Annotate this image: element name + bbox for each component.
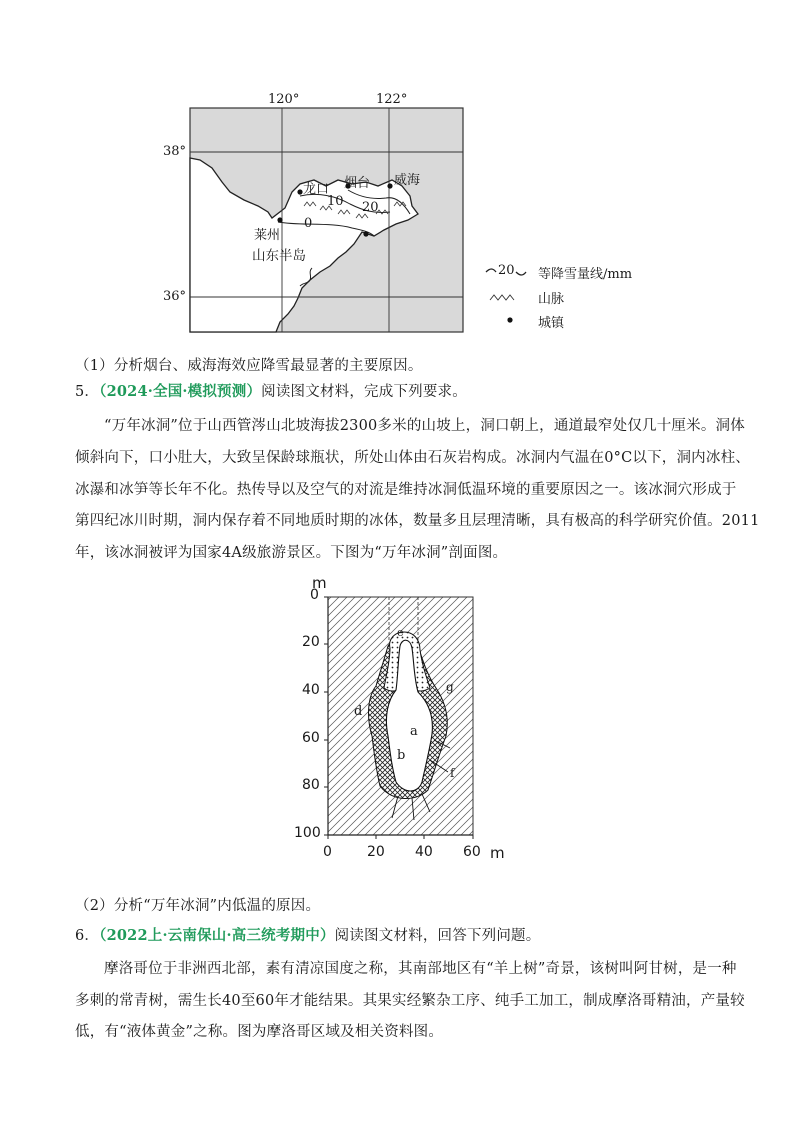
lat-label-38: 38° <box>163 144 187 159</box>
cave-y-tick-0: 0 <box>310 587 319 603</box>
q6-source: （2022上·云南保山·高三统考期中） <box>99 927 335 944</box>
q6-number: 6． <box>75 928 100 944</box>
cave-label-d: d <box>354 704 363 719</box>
lat-label-36: 36° <box>163 289 187 304</box>
cave-label-e: e <box>397 626 404 639</box>
q5-para-line-1: “万年冰洞”位于山西管涔山北坡海拔2300多米的山坡上，洞口朝上，通道最窄处仅几十厘米。洞体 <box>104 418 745 434</box>
q6-instruction: 阅读图文材料，回答下列问题。 <box>334 928 541 944</box>
cave-y-tick-40: 40 <box>302 682 320 698</box>
legend-snow-label: 等降雪量线/mm <box>538 267 633 282</box>
q6-para-line-1: 摩洛哥位于非洲西北部，素有清凉国度之称，其南部地区有“羊上树”奇景，该树叫阿甘树，是一种 <box>104 961 737 977</box>
cave-x-tick-0: 0 <box>323 844 332 860</box>
q5-para-line-3: 冰瀑和冰笋等长年不化。热传导以及空气的对流是维持冰洞低温环境的重要原因之一。该冰洞穴形成于 <box>75 482 737 498</box>
cave-label-f: f <box>450 766 455 780</box>
contour-label-0: 0 <box>304 216 313 231</box>
q5-instruction: 阅读图文材料，完成下列要求。 <box>261 384 467 400</box>
contour-label-20: 20 <box>362 200 379 215</box>
cave-y-tick-80: 80 <box>302 777 320 793</box>
q6-para-line-3: 低，有“液体黄金”之称。图为摩洛哥区域及相关资料图。 <box>75 1024 444 1040</box>
cave-label-a: a <box>410 724 418 739</box>
cave-x-tick-60: 60 <box>463 844 481 860</box>
cave-y-tick-100: 100 <box>294 825 321 841</box>
city-label-laizhou: 莱州 <box>254 228 281 243</box>
legend-mountain-label: 山脉 <box>538 292 565 307</box>
lon-label-120: 120° <box>268 92 300 107</box>
cave-x-unit: m <box>490 844 505 862</box>
cave-label-b: b <box>397 748 406 763</box>
city-label-longkou: 龙口 <box>303 182 330 197</box>
question-5-part2: （2）分析“万年冰洞”内低温的原因。 <box>75 898 321 914</box>
city-label-yantai: 烟台 <box>344 176 371 191</box>
city-label-weihai: 威海 <box>394 173 421 188</box>
legend-town-label: 城镇 <box>538 316 565 331</box>
lon-label-122: 122° <box>376 92 408 107</box>
cave-x-tick-40: 40 <box>415 844 433 860</box>
cave-y-tick-20: 20 <box>302 634 320 650</box>
q5-para-line-4: 第四纪冰川时期，洞内保存着不同地质时期的冰体，数量多且层理清晰，具有极高的科学研究价值。2011 <box>75 513 760 529</box>
q5-para-line-2: 倾斜向下，口小肚大，大致呈保龄球瓶状，所处山体由石灰岩构成。冰洞内气温在0°C以下，洞内冰柱、 <box>75 450 750 466</box>
q6-para-line-2: 多刺的常青树，需生长40至60年才能结果。其果实经繁杂工序、纯手工加工，制成摩洛哥精油，产量较 <box>75 993 745 1009</box>
cave-x-tick-20: 20 <box>367 844 385 860</box>
question-6-heading <box>75 926 735 946</box>
legend-snow-value: 20 <box>498 263 515 278</box>
contour-label-10: 10 <box>327 194 344 209</box>
region-label: 山东半岛 <box>252 248 306 264</box>
q5-source: （2024·全国·模拟预测） <box>99 383 262 400</box>
cave-y-tick-60: 60 <box>302 730 320 746</box>
cave-label-g: g <box>446 680 454 694</box>
question-4-part1: （1）分析烟台、威海海效应降雪最显著的主要原因。 <box>75 358 423 374</box>
q5-para-line-5: 年，该冰洞被评为国家4A级旅游景区。下图为“万年冰洞”剖面图。 <box>75 545 508 561</box>
cave-y-unit: m <box>312 574 327 592</box>
q5-number: 5． <box>75 384 100 400</box>
